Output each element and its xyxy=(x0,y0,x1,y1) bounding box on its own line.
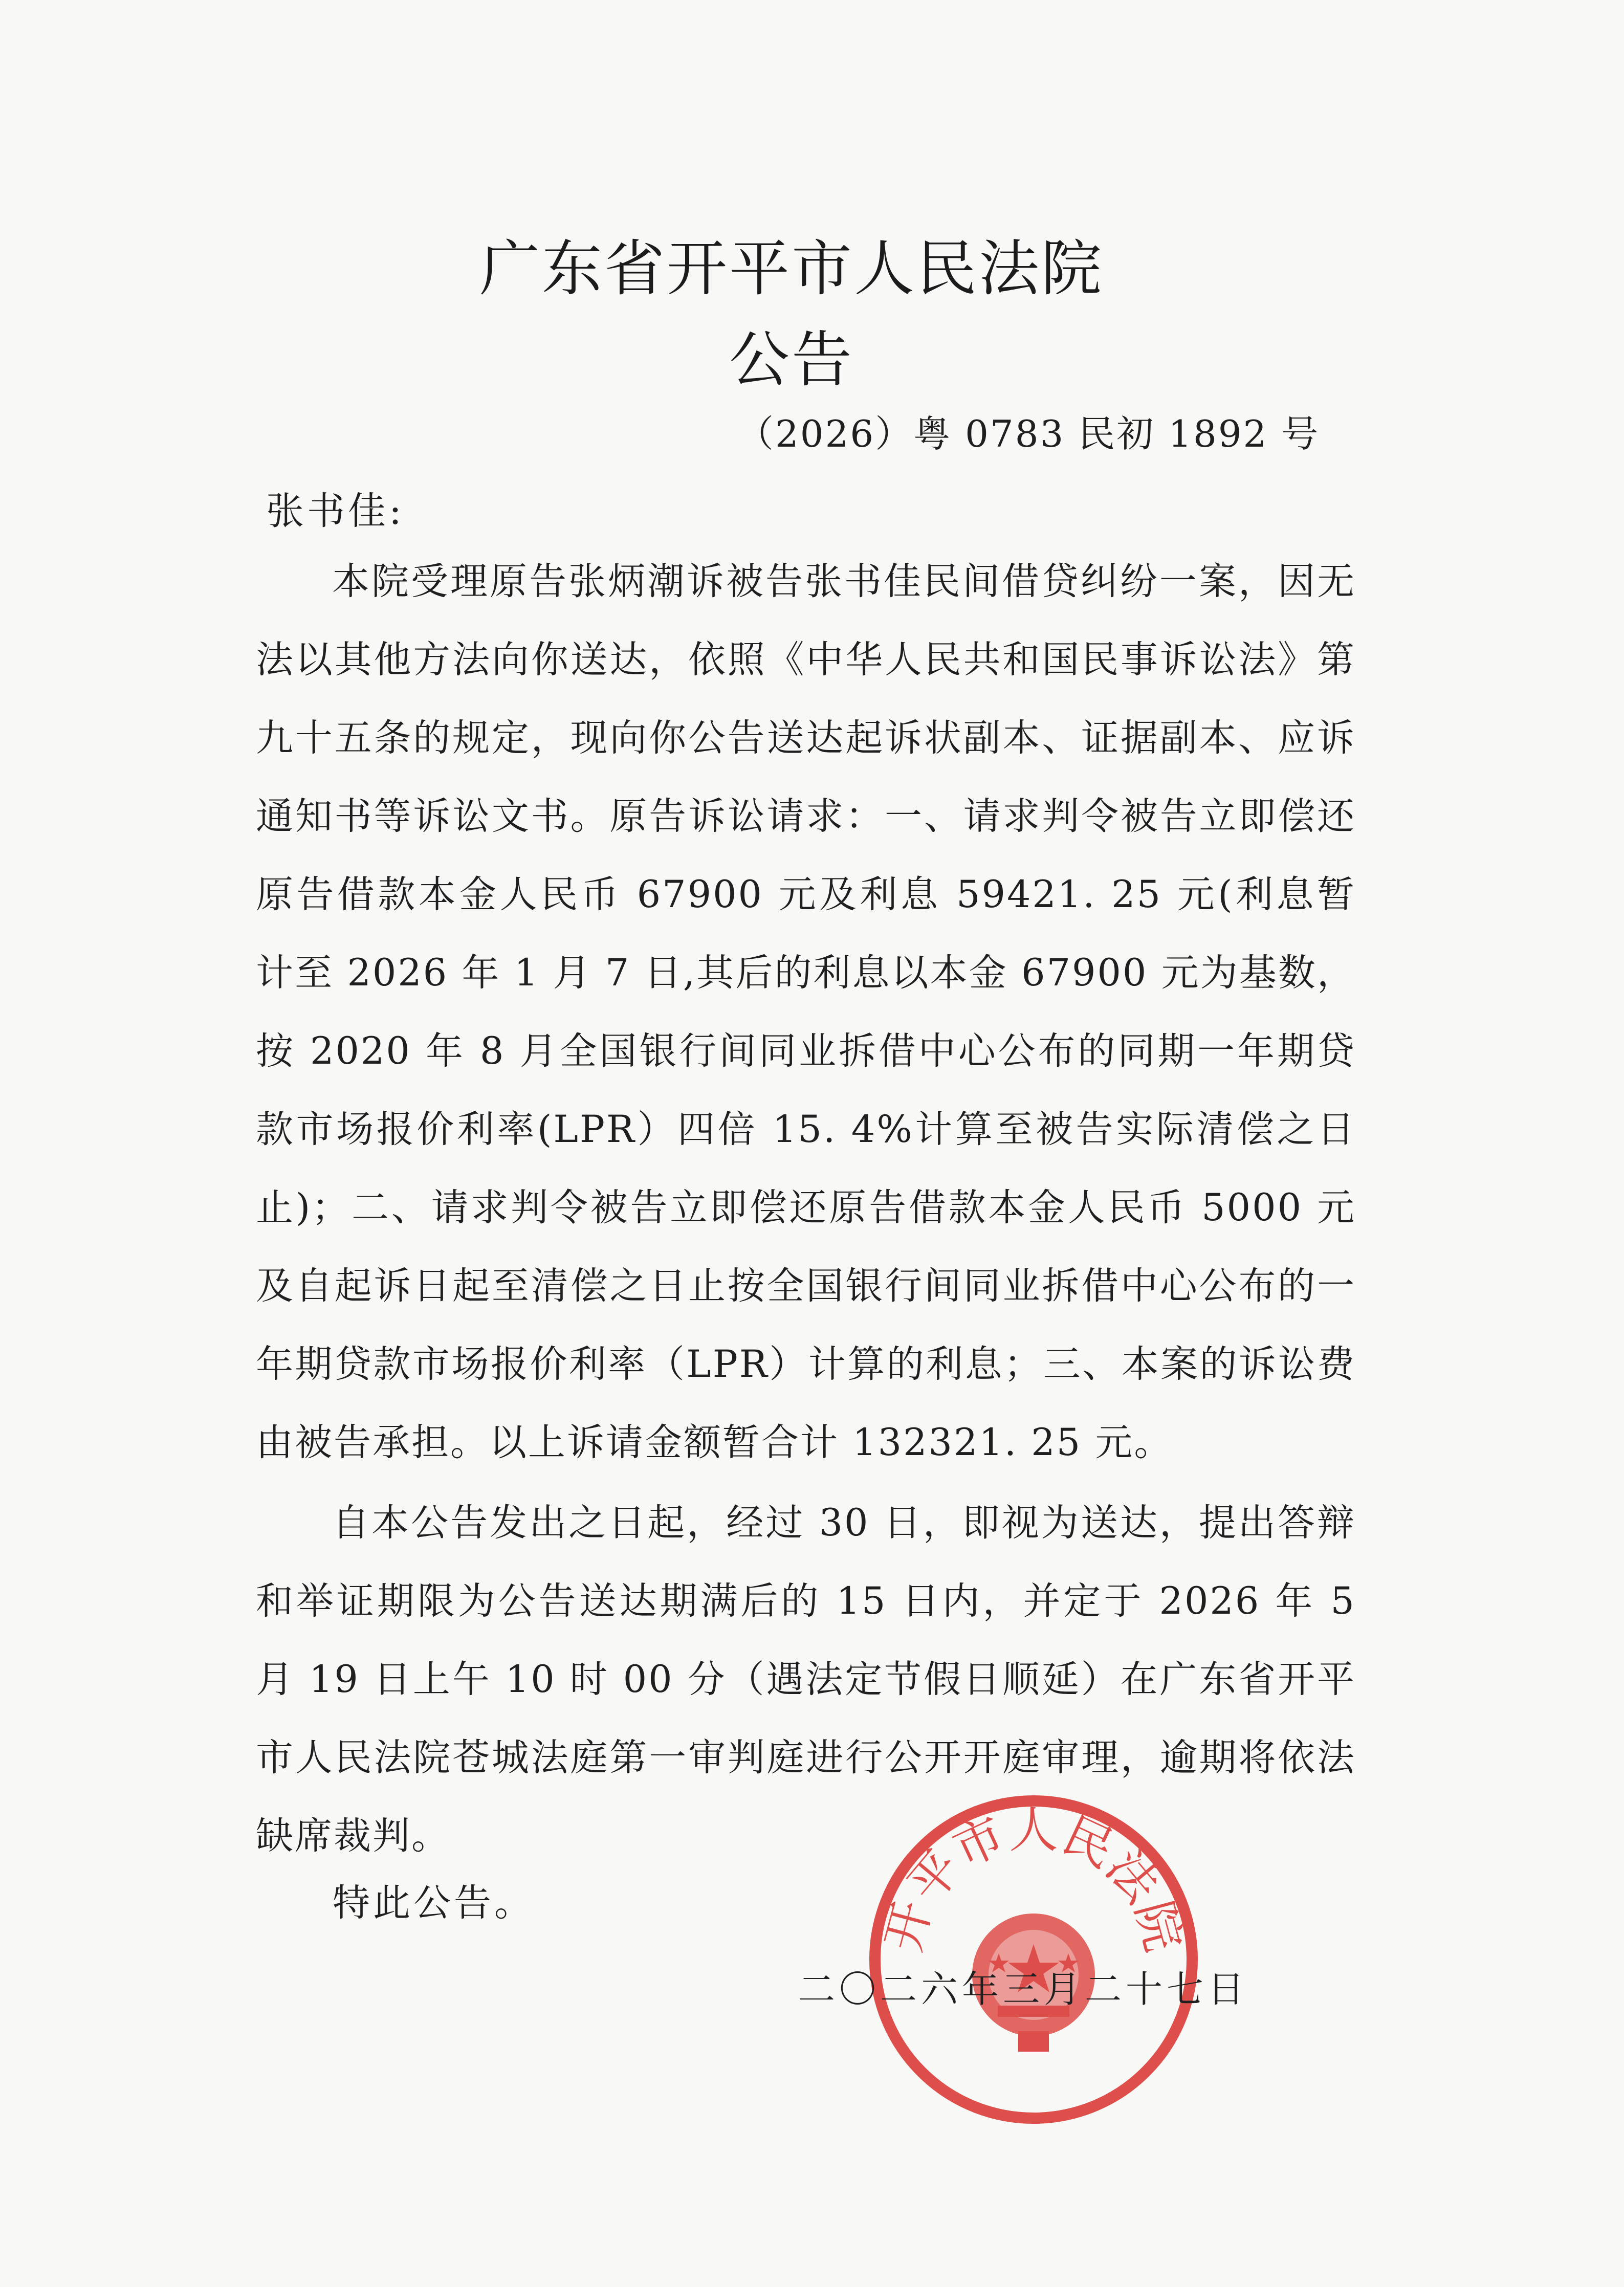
paragraph-claims-text: 本院受理原告张炳潮诉被告张书佳民间借贷纠纷一案，因无法以其他方法向你送达，依照《中华人民共和国民事诉讼法》第九十五条的规定，现向你公告送达起诉状副本、证据副本、应诉通知书等诉讼文书。原告诉讼请求：一、请求判令被告立即偿还原告借款本金人民币 67900 元及利息 59421. 25 元(利息暂计至 2026 年 1 月 7 日,其后的利息以本金 67900 元为基数，按 2020 年 8 月全国银行间同业拆借中心公布的同期一年期贷款市场报价利率(LPR）四倍 15. 4%计算至被告实际清偿之日止)；二、请求判令被告立即偿还原告借款本金人民币 5000 元及自起诉日起至清偿之日止按全国银行间同业拆借中心公布的一年期贷款市场报价利率（LPR）计算的利息；三、本案的诉讼费由被告承担。以上诉请金额暂合计 132321. 25 元。 xyxy=(256,560,1356,1464)
document-type-title: 公告 xyxy=(729,324,854,395)
case-number: （2026）粤 0783 民初 1892 号 xyxy=(737,412,1320,455)
closing-remark: 特此公告。 xyxy=(333,1881,535,1925)
court-name: 广东省开平市人民法院 xyxy=(479,233,1104,304)
paragraph-hearing-text: 自本公告发出之日起，经过 30 日，即视为送达，提出答辩和举证期限为公告送达期满后的 15 日内，并定于 2026 年 5 月 19 日上午 10 时 00 分（遇法定节假日顺延）在广东省开平市人民法院苍城法庭第一审判庭进行公开开庭审理，逾期将依法缺席裁判。 xyxy=(256,1501,1356,1858)
seal-arc-text: 开平市人民法院 xyxy=(874,1801,1193,1958)
body-paragraph-claims xyxy=(256,542,1356,1482)
addressee: 张书佳: xyxy=(266,489,405,533)
notice-date: 二〇二六年三月二十七日 xyxy=(798,1968,1249,2011)
